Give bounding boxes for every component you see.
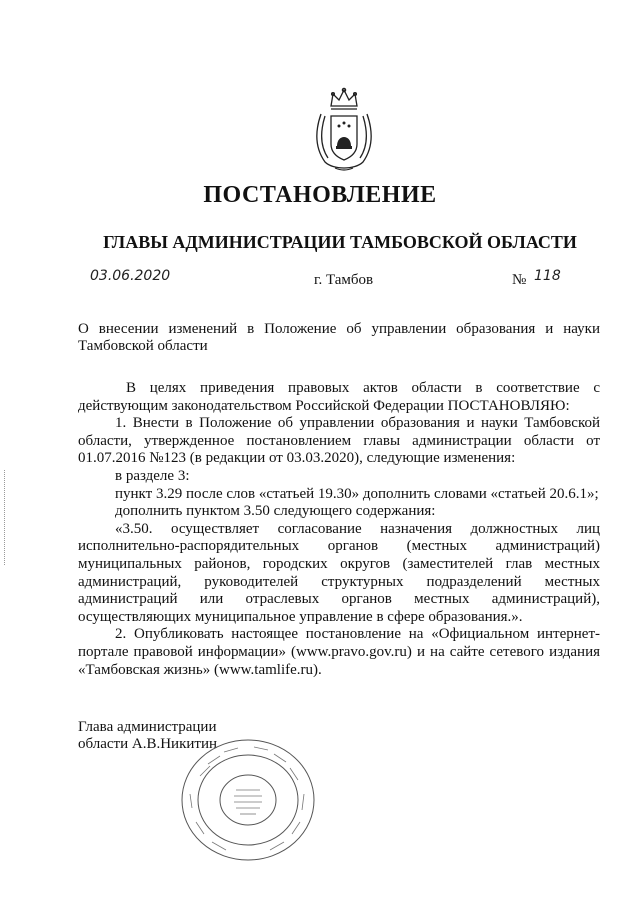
intro-paragraph: В целях приведения правовых актов области в соответствие с действующим законодательством Российской Федерации ПОСТАНОВЛЯЮ: [78,380,600,414]
point-paragraph: пункт 3.29 после слов «статьей 19.30» дополнить словами «статьей 20.6.1»; [115,485,599,502]
document-subtitle: ГЛАВЫ АДМИНИСТРАЦИИ ТАМБОВСКОЙ ОБЛАСТИ [103,232,577,252]
document-number-label: № [512,272,527,288]
coat-of-arms-icon [311,86,377,172]
scan-margin-mark [4,470,7,565]
quoted-point-paragraph: «3.50. осуществляет согласование назначения должностных лиц исполнительно-распорядительных органов (местных администраций) муниципальных районов, городских округов (заместителей глав местных администраций, руководителей структурных подразделений местных администраций или отраслевых органов местных администраций), осуществляющих муниципальное управление в сфере образования.». [78,520,600,625]
document-date: 03.06.2020 [90,268,171,284]
document-subject: О внесении изменений в Положение об управлении образования и науки Тамбовской области [78,321,600,354]
section-paragraph: в разделе 3: [115,467,190,484]
signature-name: области А.В.Никитин [78,736,218,752]
document-number: 118 [534,268,561,284]
official-seal-icon [178,736,318,864]
signature-title: Глава администрации [78,719,217,735]
document-city: г. Тамбов [314,272,374,288]
document-title: ПОСТАНОВЛЕНИЕ [203,182,437,208]
document-body [78,380,600,679]
add-point-paragraph: дополнить пунктом 3.50 следующего содержания: [115,503,436,520]
item-2-paragraph: 2. Опубликовать настоящее постановление на «Официальном интернет-портале правовой информации» (www.pravo.gov.ru) и на сайте сетевого издания «Тамбовская жизнь» (www.tamlife.ru). [78,626,600,678]
item-1-paragraph: 1. Внести в Положение об управлении образования и науки Тамбовской области, утвержденное постановлением главы администрации области от 01.07.2016 №123 (в редакции от 03.03.2020), следующие изменения: [78,415,600,467]
